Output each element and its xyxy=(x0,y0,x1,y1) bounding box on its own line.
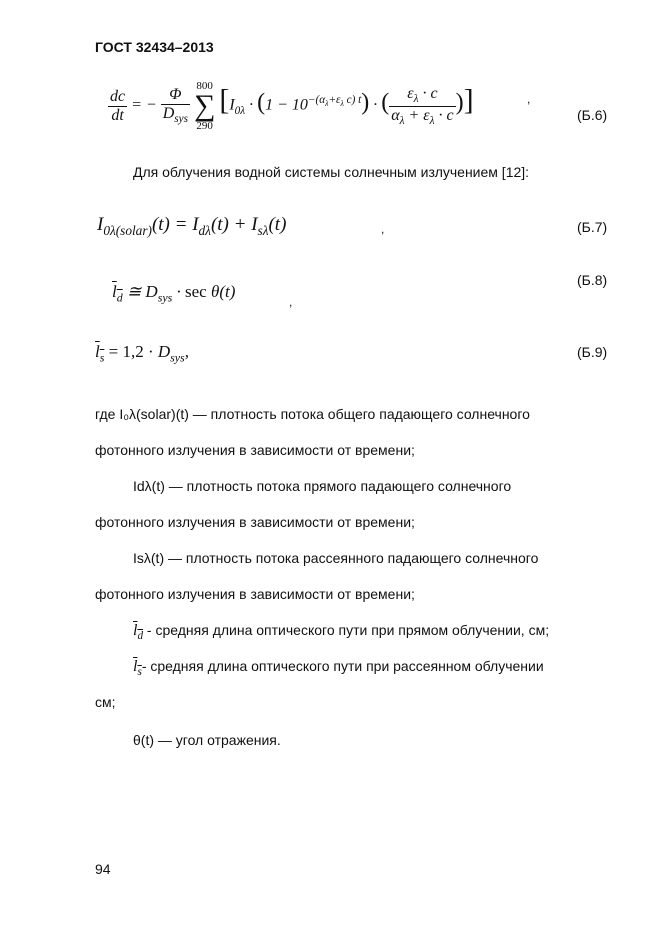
intro-text: Для облучения водной системы солнечным излучением [12]: xyxy=(133,164,530,180)
ld-description: - средняя длина оптического пути при прямом облучении, см; xyxy=(143,622,550,638)
equation-b8: $l_d$ ≅ $D_{sys} \cdot \sec \theta(t)$ xyxy=(112,282,236,305)
is-line-1: Isλ(t) — плотность потока рассеянного падающего солнечного xyxy=(133,550,539,566)
page-number: 94 xyxy=(95,861,111,877)
equation-b9: $l_s = 1,2 \cdot D_{sys}$, xyxy=(95,342,189,365)
where-line-2: фотонного излучения в зависимости от времени; xyxy=(95,442,415,458)
equation-number-b7: (Б.7) xyxy=(577,219,608,235)
page-header: ГОСТ 32434–2013 xyxy=(95,39,214,55)
ls-line: $l_s-$ средняя длина оптического пути при рассеянном облучении xyxy=(133,658,544,679)
id-line-2: фотонного излучения в зависимости от времени; xyxy=(95,514,415,530)
id-line-1: Idλ(t) — плотность потока прямого падающего солнечного xyxy=(133,478,512,494)
is-line-2: фотонного излучения в зависимости от времени; xyxy=(95,586,415,602)
equation-number-b6: (Б.6) xyxy=(577,107,608,123)
equation-b6: $\frac{dc}{dt}$ = − $\frac{\Phi}{D_{sys}}$ 800 ∑ 290 [$I_{0\lambda} \cdot (1 - 10^{-(\alpha_\lambda+\varepsilon_\lambda c) t})$ · ( $\frac{\varepsilon_\lambda \cdot c}{\alpha_\lambda + \varepsilon_\lambda \cdot c}$ )] xyxy=(110,80,474,132)
ld-line: $l_d$ - средняя длина оптического пути при прямом облучении, см; xyxy=(133,622,550,643)
equation-number-b9: (Б.9) xyxy=(577,344,608,360)
comma: , xyxy=(381,222,385,236)
comma: , xyxy=(289,295,293,309)
where-line-1: где I₀λ(solar)(t) — плотность потока общего падающего солнечного xyxy=(95,406,530,422)
ls-line-2: см; xyxy=(95,694,116,710)
ls-description: - средняя длина оптического пути при рассеянном облучении xyxy=(141,658,544,674)
comma: , xyxy=(527,92,531,106)
equation-b7: $I_{0\lambda(solar)}(t) = I_{d\lambda}(t) + I_{s\lambda}(t)$ xyxy=(97,214,287,238)
theta-line: θ(t) — угол отражения. xyxy=(133,732,281,748)
equation-number-b8: (Б.8) xyxy=(577,272,608,288)
